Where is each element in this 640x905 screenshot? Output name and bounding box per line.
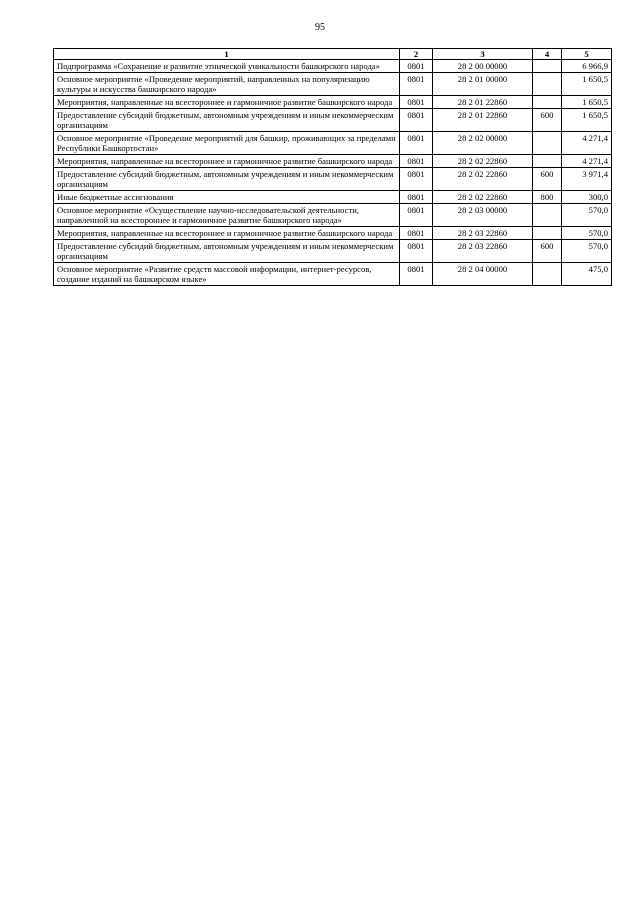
cell-name: Основное мероприятие «Проведение мероприятий для башкир, проживающих за пределами Республики Башкортостан» xyxy=(54,132,400,155)
cell-section: 0801 xyxy=(400,263,433,286)
cell-name: Предоставление субсидий бюджетным, автономным учреждениям и иным некоммерческим организациям xyxy=(54,168,400,191)
cell-section: 0801 xyxy=(400,191,433,204)
cell-type xyxy=(533,263,562,286)
cell-name: Основное мероприятие «Осуществление научно-исследовательской деятельности, направленной на всестороннее и гармоничное развитие башкирского народа» xyxy=(54,204,400,227)
cell-amount: 475,0 xyxy=(562,263,612,286)
cell-amount: 6 966,9 xyxy=(562,60,612,73)
cell-type xyxy=(533,155,562,168)
header-col-4: 4 xyxy=(533,49,562,60)
cell-name: Мероприятия, направленные на всестороннее и гармоничное развитие башкирского народа xyxy=(54,227,400,240)
cell-amount: 4 271,4 xyxy=(562,155,612,168)
cell-target: 28 2 04 00000 xyxy=(433,263,533,286)
cell-type: 600 xyxy=(533,240,562,263)
cell-amount: 570,0 xyxy=(562,204,612,227)
cell-amount: 1 650,5 xyxy=(562,109,612,132)
cell-type: 800 xyxy=(533,191,562,204)
cell-section: 0801 xyxy=(400,155,433,168)
cell-section: 0801 xyxy=(400,96,433,109)
cell-section: 0801 xyxy=(400,60,433,73)
cell-amount: 1 650,5 xyxy=(562,73,612,96)
cell-name: Предоставление субсидий бюджетным, автономным учреждениям и иным некоммерческим организациям xyxy=(54,240,400,263)
cell-target: 28 2 03 22860 xyxy=(433,240,533,263)
table-row xyxy=(54,96,612,109)
cell-type xyxy=(533,227,562,240)
cell-section: 0801 xyxy=(400,240,433,263)
cell-target: 28 2 02 22860 xyxy=(433,155,533,168)
header-col-2: 2 xyxy=(400,49,433,60)
cell-name: Основное мероприятие «Развитие средств массовой информации, интернет-ресурсов, создание изданий на башкирском языке» xyxy=(54,263,400,286)
cell-target: 28 2 00 00000 xyxy=(433,60,533,73)
cell-target: 28 2 02 22860 xyxy=(433,191,533,204)
table-row xyxy=(54,60,612,73)
cell-section: 0801 xyxy=(400,132,433,155)
cell-target: 28 2 02 00000 xyxy=(433,132,533,155)
table-row xyxy=(54,109,612,132)
cell-type: 600 xyxy=(533,168,562,191)
table-row xyxy=(54,155,612,168)
cell-name: Предоставление субсидий бюджетным, автономным учреждениям и иным некоммерческим организациям xyxy=(54,109,400,132)
header-col-5: 5 xyxy=(562,49,612,60)
cell-section: 0801 xyxy=(400,73,433,96)
header-col-1: 1 xyxy=(54,49,400,60)
cell-target: 28 2 01 22860 xyxy=(433,109,533,132)
cell-type: 600 xyxy=(533,109,562,132)
table-row xyxy=(54,240,612,263)
cell-amount: 570,0 xyxy=(562,227,612,240)
header-col-3: 3 xyxy=(433,49,533,60)
cell-target: 28 2 03 00000 xyxy=(433,204,533,227)
cell-name: Основное мероприятие «Проведение мероприятий, направленных на популяризацию культуры и искусства башкирского народа» xyxy=(54,73,400,96)
cell-amount: 3 971,4 xyxy=(562,168,612,191)
table-row xyxy=(54,132,612,155)
cell-type xyxy=(533,60,562,73)
cell-name: Мероприятия, направленные на всестороннее и гармоничное развитие башкирского народа xyxy=(54,155,400,168)
cell-type xyxy=(533,132,562,155)
table-row xyxy=(54,204,612,227)
cell-name: Иные бюджетные ассигнования xyxy=(54,191,400,204)
cell-name: Мероприятия, направленные на всестороннее и гармоничное развитие башкирского народа xyxy=(54,96,400,109)
header-row xyxy=(54,49,612,60)
cell-section: 0801 xyxy=(400,109,433,132)
cell-type xyxy=(533,204,562,227)
cell-amount: 570,0 xyxy=(562,240,612,263)
cell-amount: 300,0 xyxy=(562,191,612,204)
budget-table xyxy=(53,48,612,286)
table-row xyxy=(54,191,612,204)
cell-section: 0801 xyxy=(400,168,433,191)
cell-target: 28 2 03 22860 xyxy=(433,227,533,240)
table-header xyxy=(54,49,612,60)
table-row xyxy=(54,168,612,191)
table-body xyxy=(54,60,612,286)
cell-target: 28 2 01 00000 xyxy=(433,73,533,96)
table-row xyxy=(54,73,612,96)
cell-amount: 1 650,5 xyxy=(562,96,612,109)
page-number: 95 xyxy=(315,22,325,33)
cell-type xyxy=(533,73,562,96)
cell-section: 0801 xyxy=(400,204,433,227)
cell-target: 28 2 01 22860 xyxy=(433,96,533,109)
cell-type xyxy=(533,96,562,109)
cell-name: Подпрограмма «Сохранение и развитие этнической уникальности башкирского народа» xyxy=(54,60,400,73)
table-row xyxy=(54,227,612,240)
cell-target: 28 2 02 22860 xyxy=(433,168,533,191)
cell-amount: 4 271,4 xyxy=(562,132,612,155)
cell-section: 0801 xyxy=(400,227,433,240)
table-row xyxy=(54,263,612,286)
